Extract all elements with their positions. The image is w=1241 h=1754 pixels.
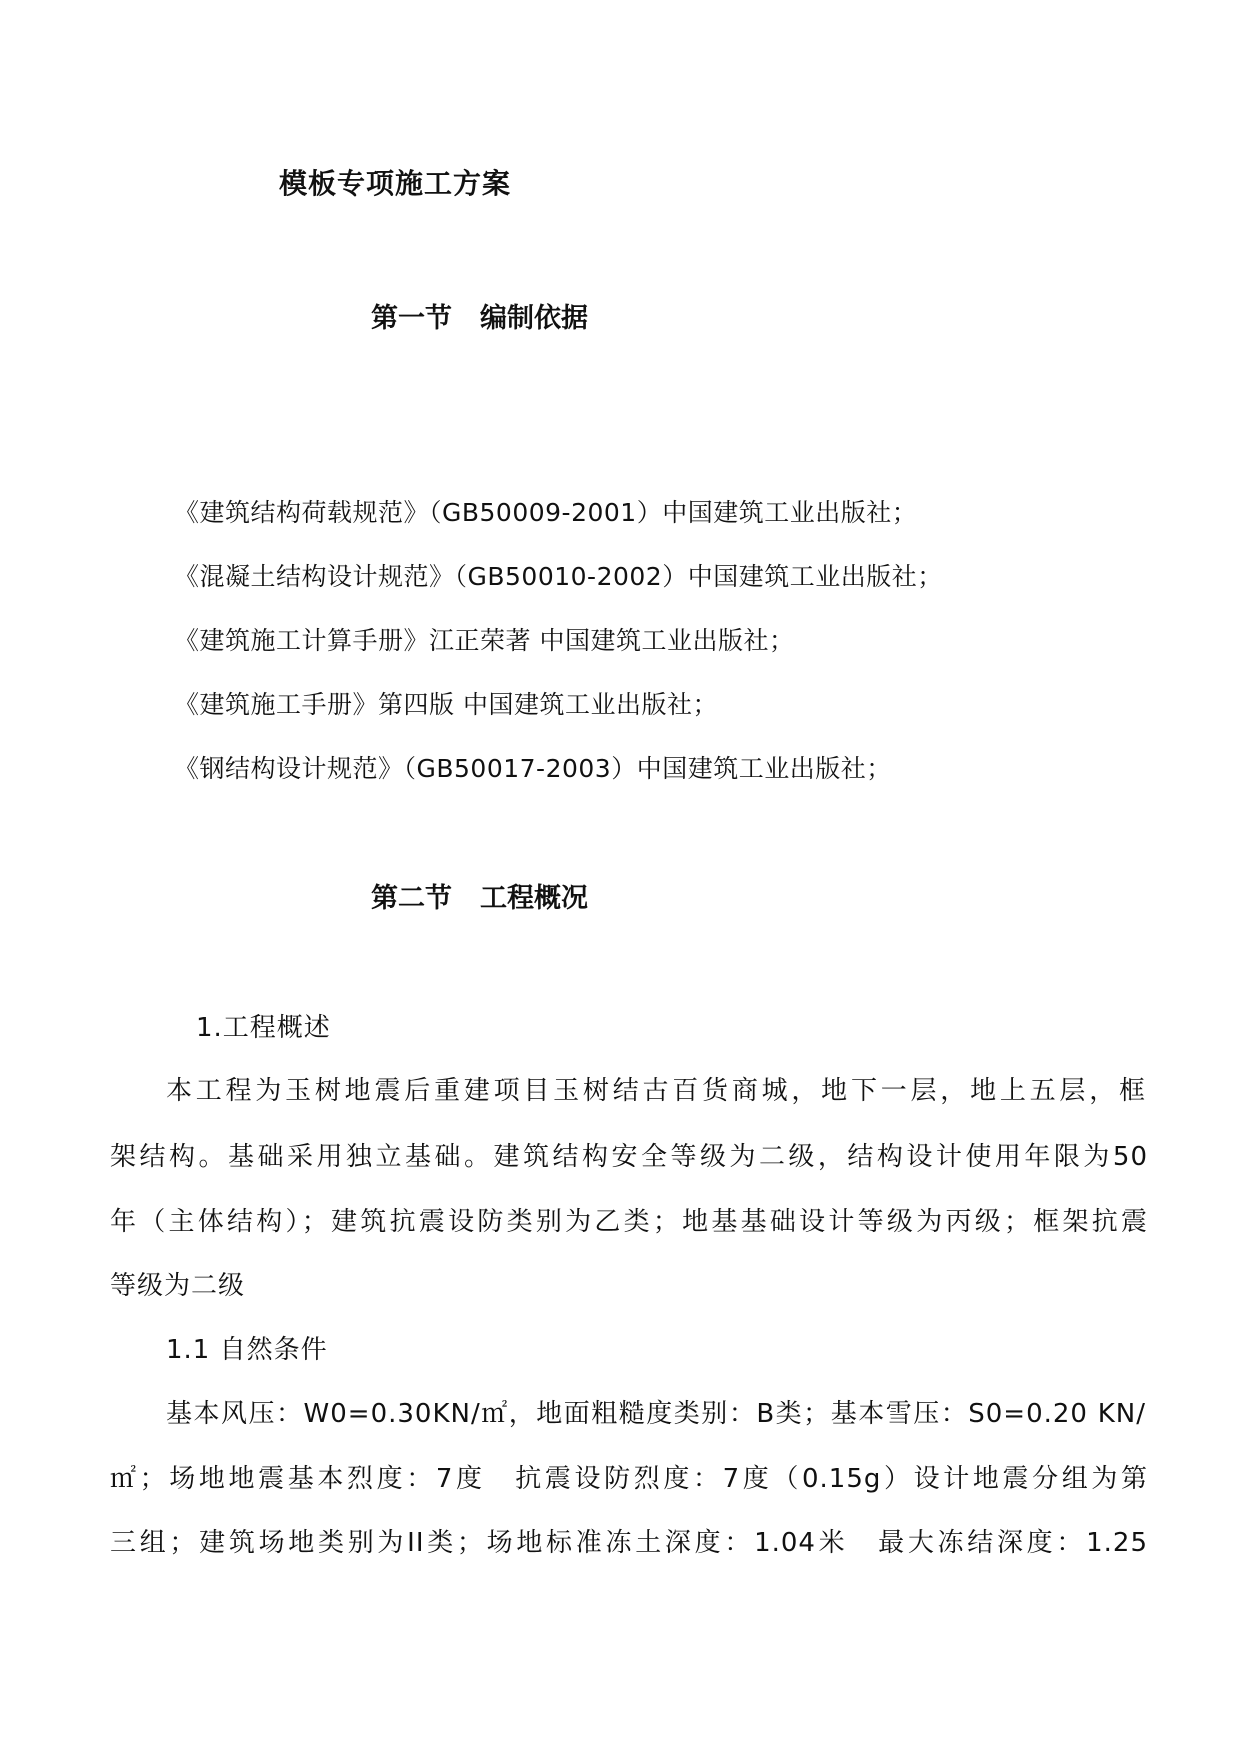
- section-name: 工程概况: [480, 883, 588, 914]
- section-heading-1: [371, 296, 588, 335]
- paragraph-line: 等级为二级: [110, 1271, 246, 1301]
- section-heading-2: [371, 876, 588, 915]
- paragraph-line: 本工程为玉树地震后重建项目玉树结古百货商城，地下一层，地上五层，框: [166, 1076, 1146, 1106]
- document-title: 模板专项施工方案: [279, 167, 512, 200]
- reference-item: 《建筑施工计算手册》江正荣著 中国建筑工业出版社；: [174, 626, 795, 655]
- reference-item: 《钢结构设计规范》（GB50017-2003）中国建筑工业出版社；: [174, 754, 892, 783]
- paragraph-line: 基本风压：W0=0.30KN/㎡，地面粗糙度类别：B类；基本雪压：S0=0.20 KN/: [166, 1399, 1146, 1429]
- reference-item: 《建筑结构荷载规范》（GB50009-2001）中国建筑工业出版社；: [174, 498, 918, 527]
- reference-item: 《混凝土结构设计规范》（GB50010-2002）中国建筑工业出版社；: [174, 562, 943, 591]
- paragraph-line: ㎡；场地地震基本烈度：7度 抗震设防烈度：7度（0.15g）设计地震分组为第: [110, 1464, 1148, 1494]
- paragraph-line: 三组；建筑场地类别为II类；场地标准冻土深度：1.04米 最大冻结深度：1.25: [110, 1528, 1148, 1558]
- paragraph-line: 架结构。基础采用独立基础。建筑结构安全等级为二级，结构设计使用年限为50: [110, 1142, 1148, 1172]
- subsection-heading: 1.工程概述: [196, 1013, 331, 1043]
- reference-item: 《建筑施工手册》第四版 中国建筑工业出版社；: [174, 690, 718, 719]
- section-number: 第二节: [371, 883, 452, 914]
- subsection-heading: 1.1 自然条件: [166, 1335, 328, 1365]
- section-number: 第一节: [371, 303, 452, 334]
- section-name: 编制依据: [480, 303, 588, 334]
- paragraph-line: 年（主体结构）；建筑抗震设防类别为乙类；地基基础设计等级为丙级；框架抗震: [110, 1207, 1148, 1237]
